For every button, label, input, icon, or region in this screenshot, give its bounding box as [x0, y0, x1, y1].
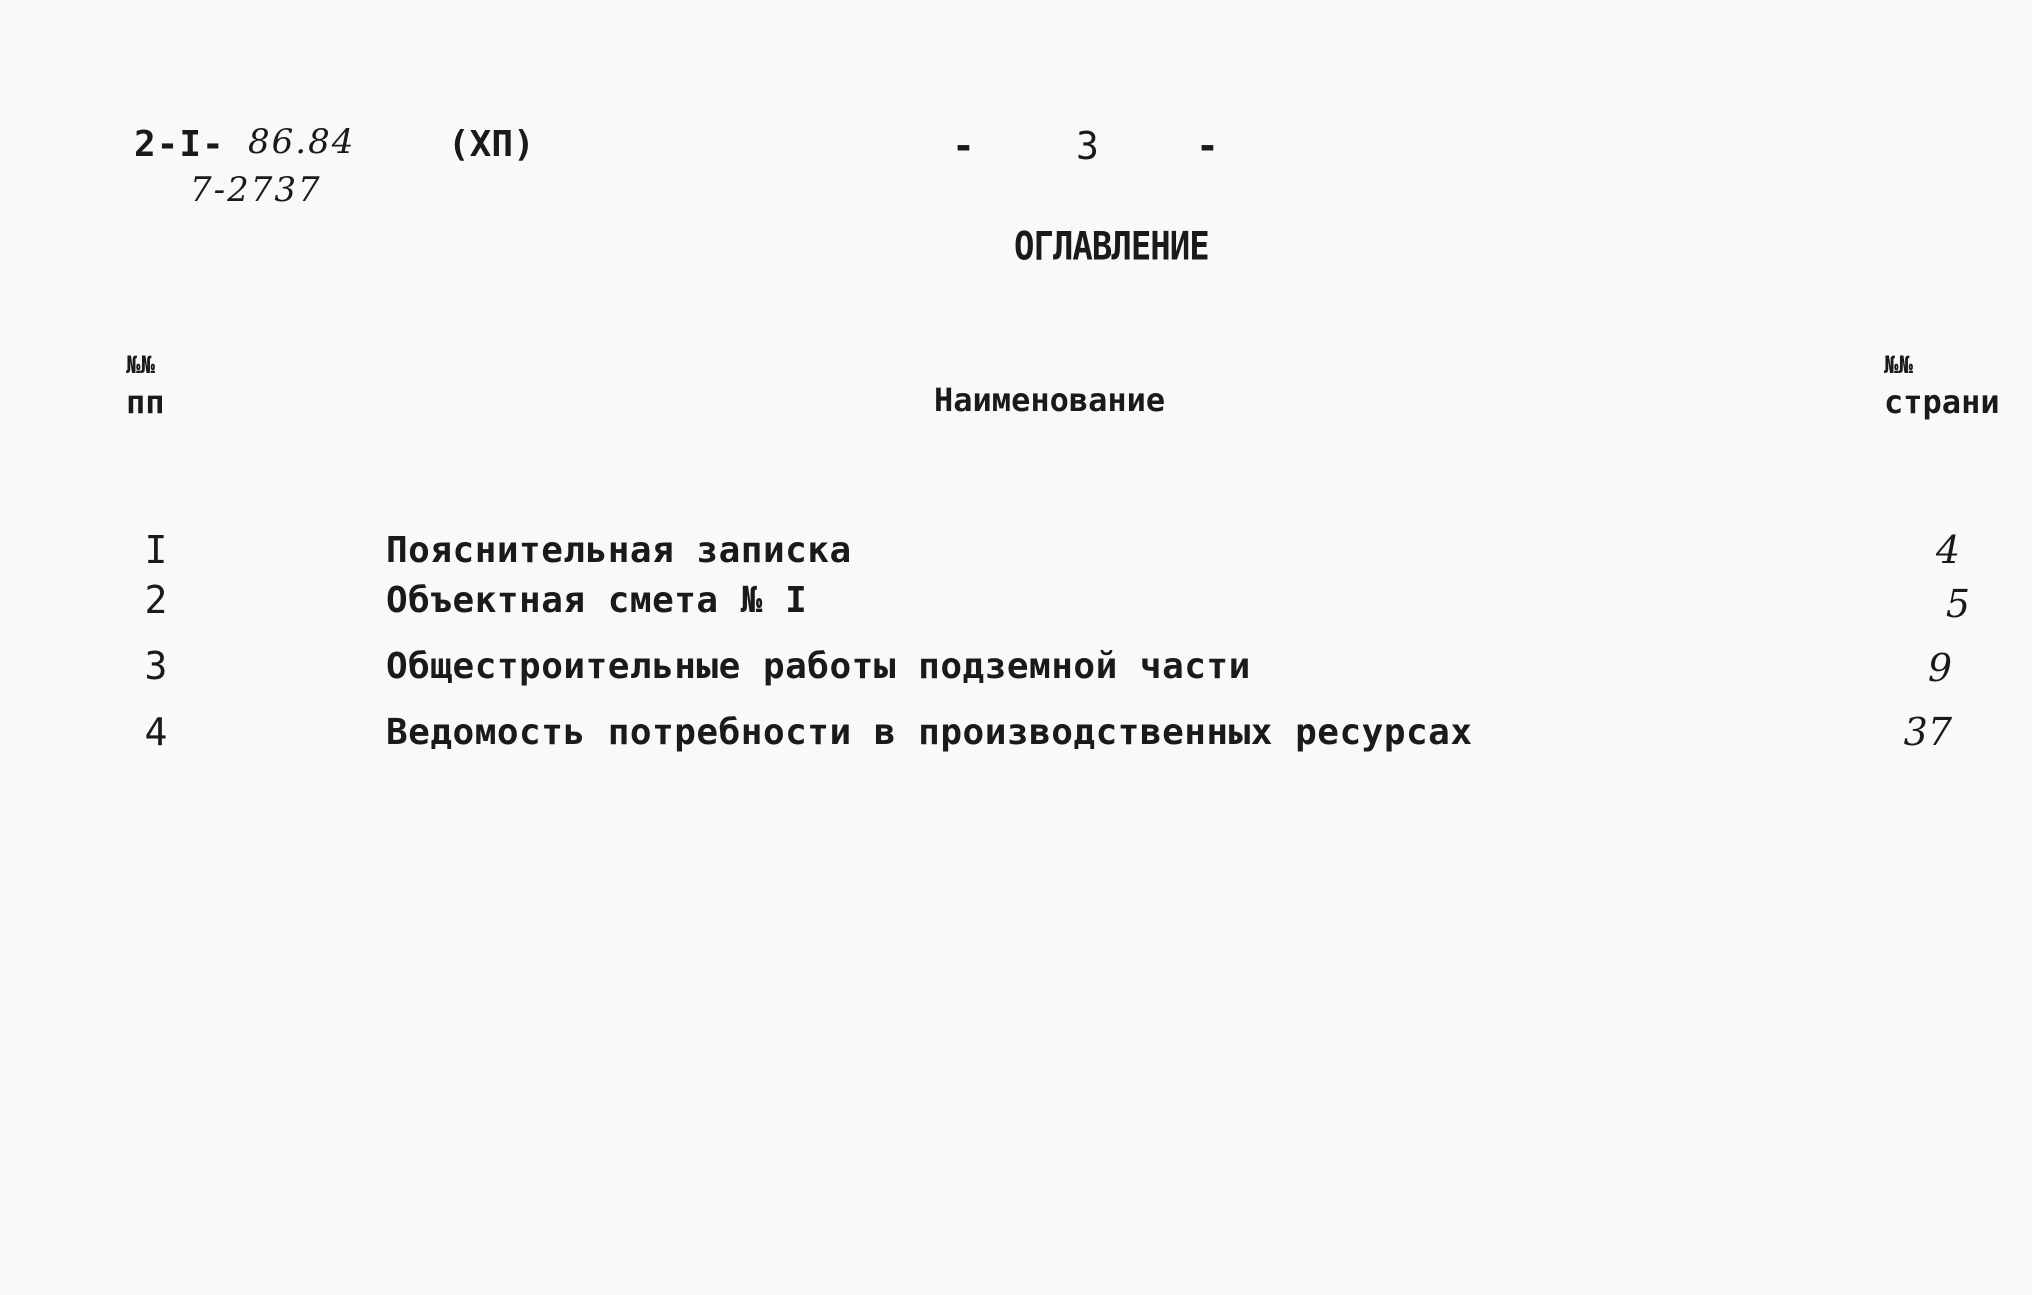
document-code-handwritten: 86.84	[248, 122, 356, 162]
document-inventory-handwritten: 7-2737	[190, 170, 322, 210]
num-column-label: пп	[126, 383, 165, 421]
document-code-printed: 2-I-	[134, 124, 225, 165]
toc-row-number: I	[144, 528, 168, 572]
page-column-symbol: №№	[1884, 351, 1913, 379]
toc-title: ОГЛАВЛЕНИЕ	[1014, 224, 1209, 270]
toc-row-number: 3	[144, 644, 168, 688]
toc-row-number: 2	[144, 578, 168, 622]
toc-row-page: 4	[1935, 528, 1960, 572]
series-label: (XП)	[448, 124, 535, 165]
toc-row-page: 5	[1945, 582, 1970, 626]
toc-row-page: 9	[1927, 646, 1952, 690]
page-dash-right: -	[1196, 124, 1219, 168]
page-number: 3	[1076, 124, 1099, 168]
toc-row-title: Общестроительные работы подземной части	[386, 646, 1251, 687]
toc-row-page: 37	[1903, 710, 1952, 754]
toc-row-title: Пояснительная записка	[386, 530, 852, 571]
toc-row-title: Объектная смета № I	[386, 580, 808, 621]
num-column-symbol: №№	[126, 351, 155, 379]
name-column-label: Наименование	[934, 381, 1166, 419]
toc-row-title: Ведомость потребности в производственных ресурсах	[386, 712, 1473, 753]
page-column-label: страни	[1884, 383, 2000, 421]
toc-row-number: 4	[144, 710, 168, 754]
page-dash-left: -	[952, 124, 975, 168]
